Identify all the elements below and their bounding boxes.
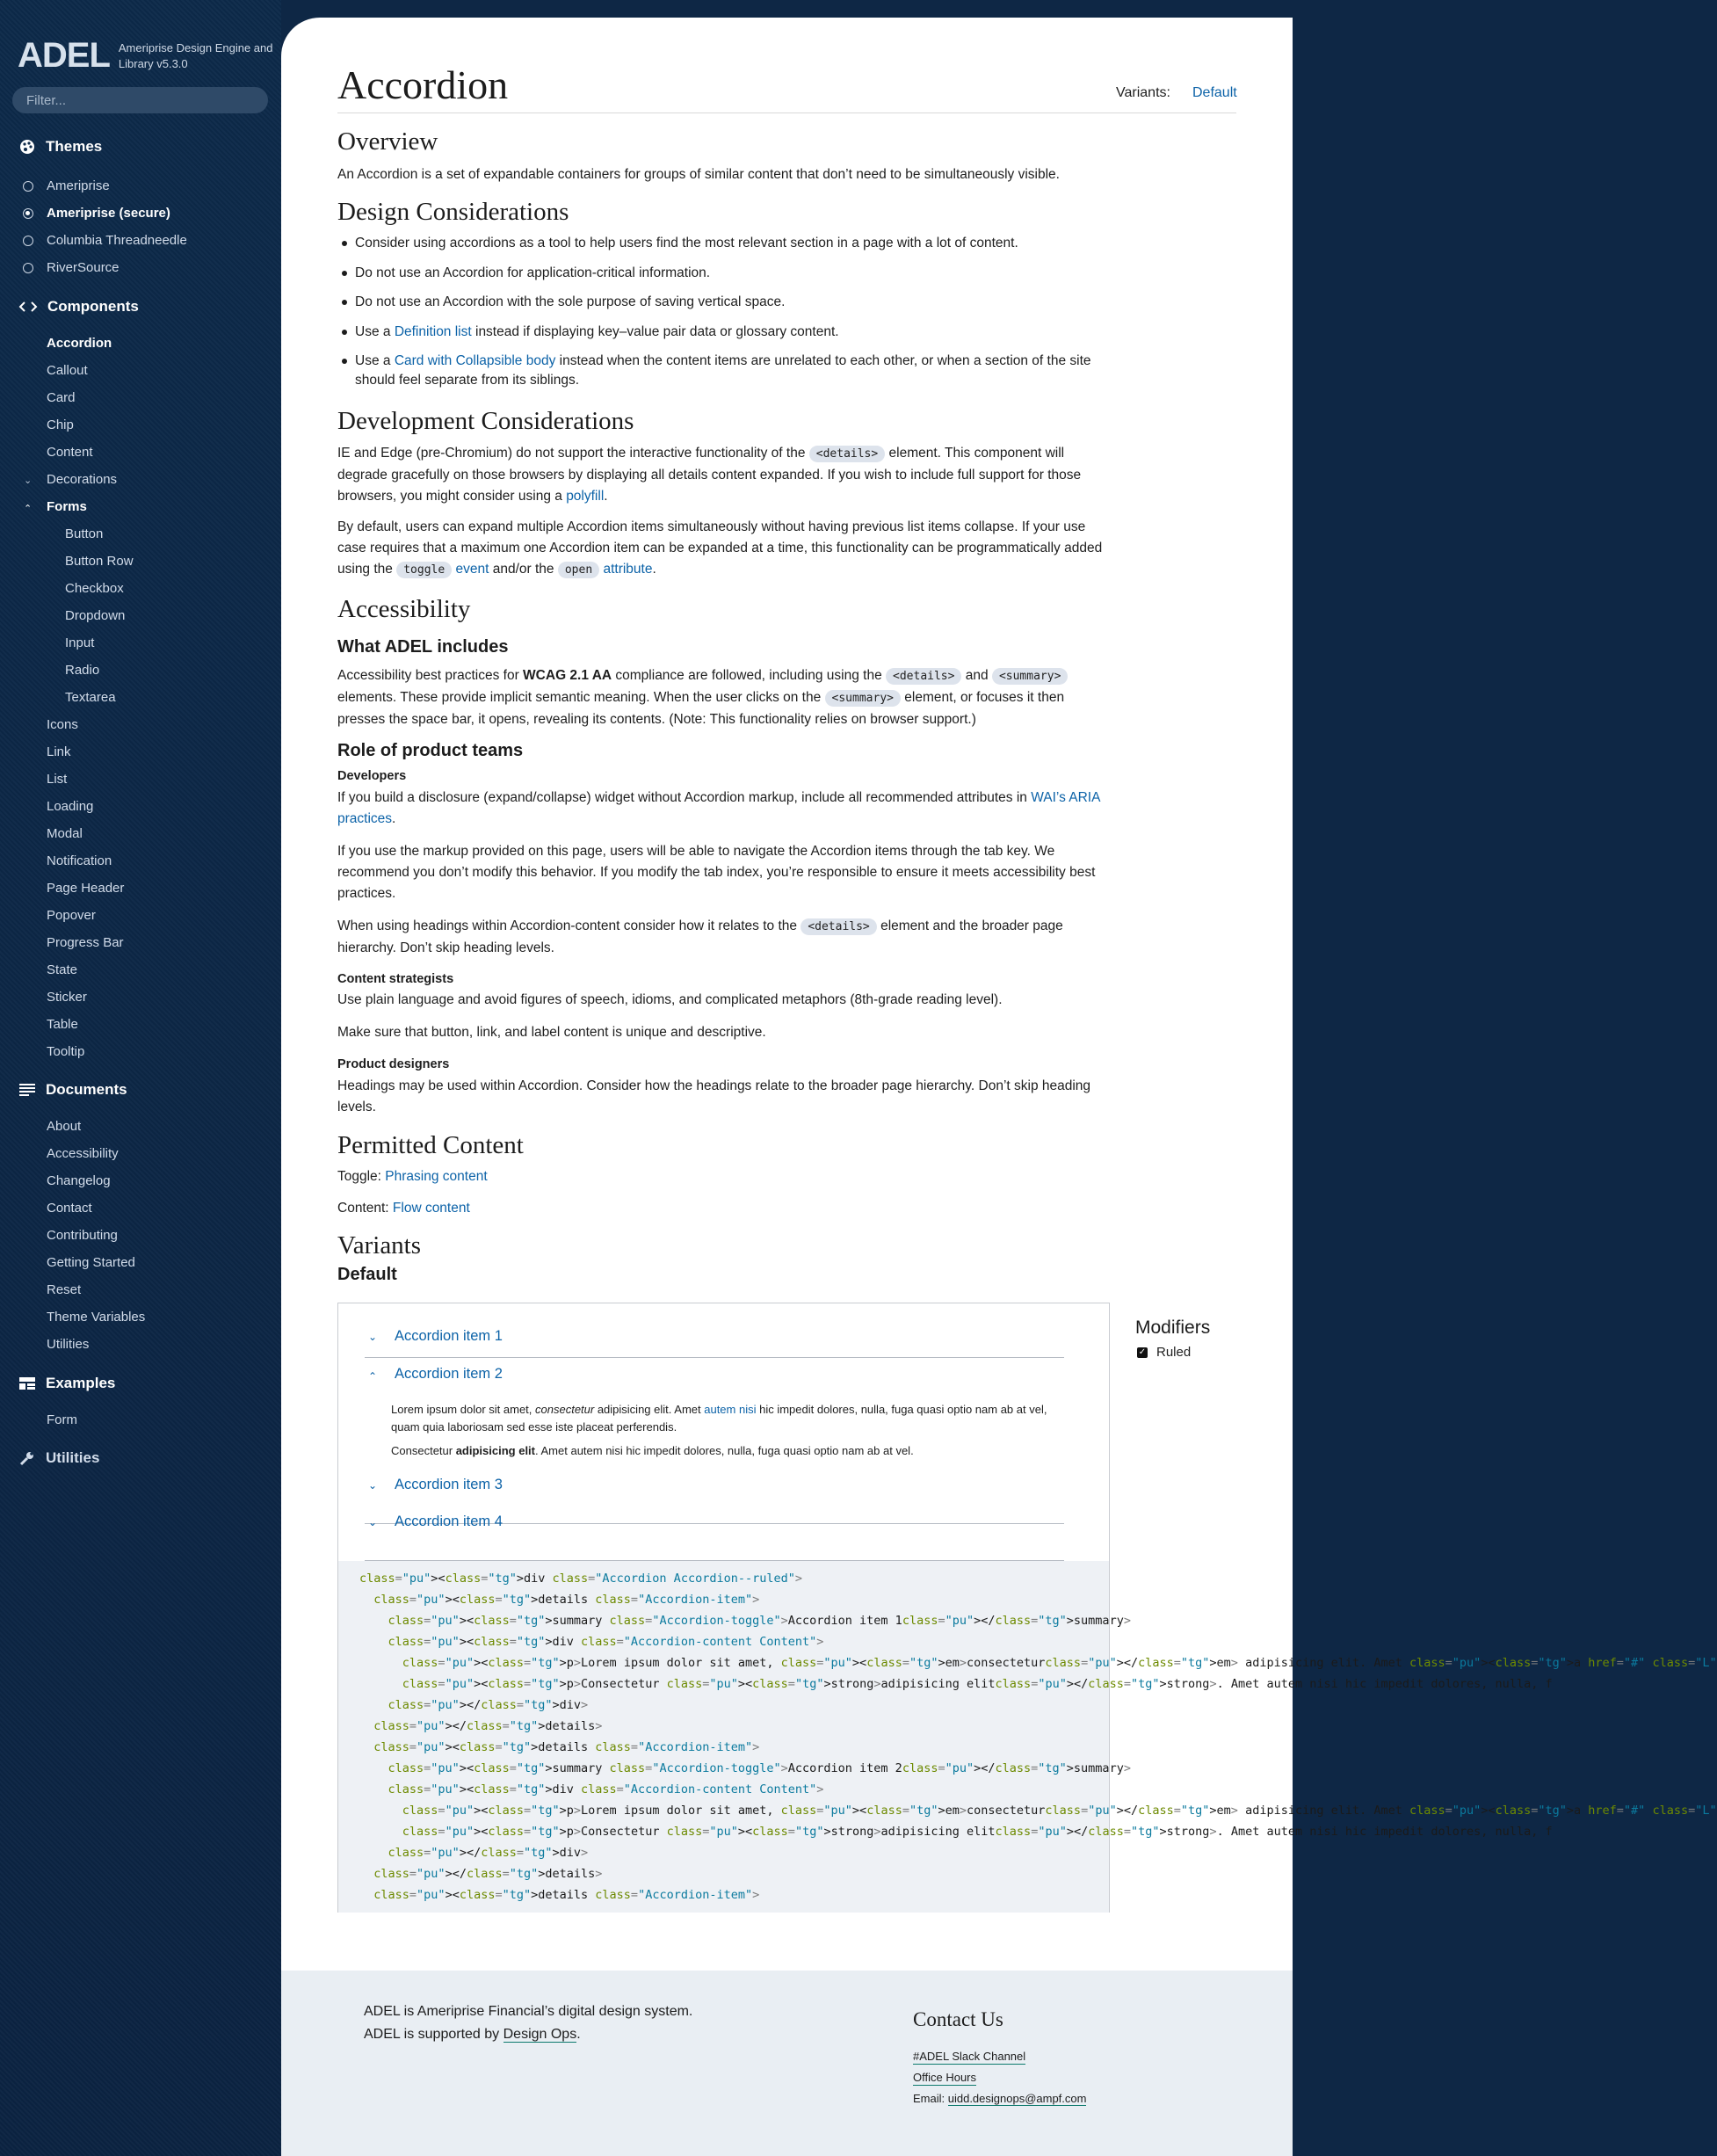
accordion-toggle-4[interactable]: ⌄ Accordion item 4: [368, 1514, 503, 1529]
nav-chip[interactable]: Chip: [47, 417, 74, 432]
autem-nisi-link[interactable]: autem nisi: [704, 1403, 757, 1416]
development-paragraph-2: By default, users can expand multiple Accordion items simultaneously without having previous list items collapse. If your use case requires that a maximum one Accordion item can be expanded at a time, this functionality can be programmatically added using the toggle event and/or the open attribute.: [337, 519, 1103, 577]
code-line: class="pu"><class="tg">div class="Accordion-content Content">: [388, 1635, 824, 1649]
developers-paragraph-1: If you build a disclosure (expand/collapse) widget without Accordion markup, include all recommended attributes in WAI’s ARIA practices.: [337, 790, 1100, 826]
code-line: class="pu"><class="tg">summary class="Accordion-toggle">Accordion item 2class="pu"></class="tg">summary>: [388, 1761, 1131, 1775]
office-hours-link[interactable]: Office Hours: [913, 2071, 977, 2084]
nav-dropdown[interactable]: Dropdown: [65, 608, 126, 623]
overview-text: An Accordion is a set of expandable containers for groups of similar content that don’t need to be simultaneously visible.: [337, 167, 1060, 182]
overview-heading: Overview: [337, 127, 438, 156]
code-line: class="pu"></class="tg">div>: [388, 1698, 589, 1712]
adel-logo: ADEL: [18, 36, 110, 75]
nav-about[interactable]: About: [47, 1119, 82, 1134]
nav-loading[interactable]: Loading: [47, 799, 94, 814]
contact-us-title: Contact Us: [913, 2008, 1003, 2030]
nav-textarea[interactable]: Textarea: [65, 690, 116, 705]
checkbox-checked-icon: ✓: [1138, 1347, 1147, 1357]
document-lines-icon: [19, 1083, 35, 1097]
documents-label: Documents: [46, 1081, 127, 1098]
permitted-content-heading: Permitted Content: [337, 1131, 524, 1159]
nav-utilities-doc[interactable]: Utilities: [47, 1337, 90, 1352]
radio-selected-icon: [23, 208, 33, 219]
polyfill-link[interactable]: polyfill: [566, 489, 605, 504]
modifiers-title: Modifiers: [1135, 1318, 1211, 1338]
layout-grid-icon: [19, 1376, 35, 1390]
nav-page-header[interactable]: Page Header: [47, 881, 125, 896]
nav-changelog[interactable]: Changelog: [47, 1173, 111, 1188]
nav-accordion[interactable]: Accordion: [47, 336, 112, 351]
nav-decorations[interactable]: Decorations: [47, 472, 118, 487]
definition-list-link[interactable]: Definition list: [394, 324, 472, 339]
nav-content[interactable]: Content: [47, 445, 93, 460]
nav-table[interactable]: Table: [47, 1017, 78, 1032]
nav-state[interactable]: State: [47, 962, 78, 977]
card-collapsible-link[interactable]: Card with Collapsible body: [394, 353, 556, 368]
content-strategists-paragraph-1: Use plain language and avoid figures of speech, idioms, and complicated metaphors (8th-grade reading level).: [337, 992, 1003, 1007]
nav-link[interactable]: Link: [47, 744, 71, 759]
nav-radio[interactable]: Radio: [65, 663, 100, 678]
nav-input[interactable]: Input: [65, 635, 95, 650]
product-designers-paragraph: Headings may be used within Accordion. Consider how the headings relate to the broader page hierarchy. Don’t skip heading levels.: [337, 1078, 1091, 1114]
sidebar: [0, 0, 281, 2156]
variants-label: Variants:: [1116, 85, 1170, 100]
wrench-icon: [19, 1450, 35, 1466]
nav-callout[interactable]: Callout: [47, 363, 88, 378]
design-bullet-3: Do not use an Accordion with the sole purpose of saving vertical space.: [337, 293, 1111, 312]
brand-subtitle: Ameriprise Design Engine and Library v5.3.0: [118, 41, 273, 70]
code-sample[interactable]: [338, 1561, 1717, 1913]
development-heading: Development Considerations: [337, 407, 634, 435]
radio-icon: [23, 236, 33, 246]
variants-heading: Variants: [337, 1231, 422, 1259]
accordion-content-paragraph-1: Lorem ipsum dolor sit amet, consectetur adipisicing elit. Amet autem nisi hic impedit dolores, nulla, fuga quasi optio nam ab at vel, quam quia laboriosam sed esse iste placeat perferendis.: [391, 1403, 1047, 1434]
code-line: class="pu"><class="tg">p>Lorem ipsum dolor sit amet, class="pu"><class="tg">em>consecteturclass="pu"></class="tg">em> adipisicing elit. Amet class="pu"><class="tg">a href="#" class="L": [402, 1804, 1717, 1818]
nav-reset[interactable]: Reset: [47, 1282, 82, 1297]
theme-columbia-threadneedle[interactable]: Columbia Threadneedle: [23, 233, 187, 248]
development-paragraph-1: IE and Edge (pre-Chromium) do not support the interactive functionality of the <details> element. This component will degrade gracefully on those browsers by displaying all details content expanded. If you wish to include full support for those browsers, you might consider using a polyfill.: [337, 446, 1082, 504]
theme-ameriprise-secure[interactable]: Ameriprise (secure): [23, 206, 170, 221]
nav-theme-variables[interactable]: Theme Variables: [47, 1310, 146, 1325]
footer-line-1: ADEL is Ameriprise Financial’s digital design system.: [364, 2004, 693, 2019]
chevron-up-icon[interactable]: ⌃: [24, 504, 33, 514]
nav-getting-started[interactable]: Getting Started: [47, 1255, 135, 1270]
chevron-down-icon: ⌄: [368, 1478, 378, 1492]
chevron-down-icon: ⌄: [368, 1515, 378, 1528]
toggle-code: toggle: [396, 562, 452, 578]
examples-label: Examples: [46, 1375, 116, 1391]
nav-card[interactable]: Card: [47, 390, 76, 405]
footer-line-2: ADEL is supported by Design Ops.: [364, 2027, 581, 2042]
content-strategists-label: Content strategists: [337, 972, 454, 986]
documents-section-header: [19, 1081, 127, 1099]
nav-accessibility[interactable]: Accessibility: [47, 1146, 119, 1161]
attribute-link[interactable]: attribute: [603, 562, 653, 577]
nav-tooltip[interactable]: Tooltip: [47, 1044, 85, 1059]
chevron-down-icon[interactable]: ⌄: [24, 475, 33, 486]
nav-modal[interactable]: Modal: [47, 826, 83, 841]
nav-popover[interactable]: Popover: [47, 908, 96, 923]
examples-section-header: [19, 1375, 115, 1392]
nav-contributing[interactable]: Contributing: [47, 1228, 118, 1243]
main-content: [281, 18, 1717, 2156]
accordion-toggle-1[interactable]: ⌄ Accordion item 1: [368, 1328, 503, 1344]
accordion-content-paragraph-2: Consectetur adipisicing elit. Amet autem nisi hic impedit dolores, nulla, fuga quasi optio nam ab at vel.: [391, 1444, 914, 1457]
developers-label: Developers: [337, 769, 407, 783]
accessibility-heading: Accessibility: [337, 595, 471, 623]
nav-form-example[interactable]: Form: [47, 1412, 77, 1427]
code-line: class="pu"><class="tg">p>Consectetur class="pu"><class="tg">strong>adipisicing elitclass="pu"></class="tg">strong>. Amet autem nisi hic impedit dolores, nulla, f: [402, 1677, 1553, 1691]
components-label: Components: [47, 298, 139, 315]
themes-section-header: [19, 138, 102, 156]
content-strategists-paragraph-2: Make sure that button, link, and label content is unique and descriptive.: [337, 1025, 766, 1040]
code-line: class="pu"><class="tg">details class="Accordion-item">: [373, 1593, 760, 1607]
modifier-ruled-checkbox[interactable]: ✓ Ruled: [1138, 1345, 1192, 1360]
nav-button[interactable]: Button: [65, 526, 104, 541]
developers-paragraph-2: If you use the markup provided on this page, users will be able to navigate the Accordion items through the tab key. We recommend you don’t modify this behavior. If you modify the tab index, you’re responsible to ensure it meets accessibility best practices.: [337, 844, 1096, 901]
nav-notification[interactable]: Notification: [47, 853, 112, 868]
nav-list[interactable]: List: [47, 772, 68, 787]
email-link[interactable]: uidd.designops@ampf.com: [947, 2092, 1087, 2105]
accordion-item-2: [365, 1358, 1064, 1524]
nav-checkbox[interactable]: Checkbox: [65, 581, 124, 596]
page-title: Accordion: [337, 62, 509, 107]
permitted-content: Content: Flow content: [337, 1201, 470, 1216]
role-of-product-teams-heading: Role of product teams: [337, 741, 524, 760]
what-adel-includes-heading: What ADEL includes: [337, 637, 509, 657]
design-bullet-5: Use a Card with Collapsible body instead when the content items are unrelated to each other, or when a section of the site should feel separate from its siblings.: [337, 352, 1128, 390]
flow-content-link[interactable]: Flow content: [392, 1201, 470, 1216]
accordion-toggle-2[interactable]: ⌃ Accordion item 2: [368, 1365, 503, 1383]
nav-button-row[interactable]: Button Row: [65, 554, 134, 569]
code-line: class="pu"><class="tg">div class="Accordion-content Content">: [388, 1782, 824, 1797]
code-line: class="pu"><class="tg">details class="Accordion-item">: [373, 1740, 760, 1754]
permitted-toggle: Toggle: Phrasing content: [337, 1169, 488, 1184]
nav-sticker[interactable]: Sticker: [47, 990, 87, 1005]
brand[interactable]: [18, 36, 277, 75]
code-line: class="pu"><class="tg">details class="Accordion-item">: [373, 1888, 760, 1902]
themes-label: Themes: [46, 138, 103, 155]
nav-icons[interactable]: Icons: [47, 717, 78, 732]
code-line: class="pu"><class="tg">p>Lorem ipsum dolor sit amet, class="pu"><class="tg">em>consecteturclass="pu"></class="tg">em> adipisicing elit. Amet class="pu"><class="tg">a href="#" class="L": [402, 1656, 1717, 1670]
design-heading: Design Considerations: [337, 198, 569, 226]
open-code: open: [558, 562, 599, 578]
footer: [281, 1971, 1293, 2156]
components-section-header: [19, 298, 139, 316]
chevron-down-icon: ⌄: [368, 1330, 378, 1343]
details-code: <details>: [809, 446, 885, 462]
nav-progress-bar[interactable]: Progress Bar: [47, 935, 124, 950]
theme-ameriprise[interactable]: Ameriprise: [23, 178, 110, 193]
developers-paragraph-3: When using headings within Accordion-content consider how it relates to the <details> element and the broader page hierarchy. Don’t skip heading levels.: [337, 918, 1063, 955]
code-line: class="pu"></class="tg">div>: [388, 1846, 589, 1860]
variants-default-link[interactable]: Default: [1192, 85, 1237, 100]
code-line: class="pu"></class="tg">details>: [373, 1719, 603, 1733]
email-line: Email: uidd.designops@ampf.com: [913, 2092, 1087, 2105]
utilities-label: Utilities: [46, 1449, 100, 1466]
code-line: class="pu"><class="tg">div class="Accordion Accordion--ruled">: [359, 1572, 802, 1586]
nav-forms[interactable]: Forms: [47, 499, 87, 514]
code-line: class="pu"></class="tg">details>: [373, 1867, 603, 1881]
accordion-toggle-3[interactable]: ⌄ Accordion item 3: [368, 1477, 503, 1492]
code-icon: [19, 300, 37, 314]
theme-riversource[interactable]: RiverSource: [23, 260, 120, 275]
variant-default-heading: Default: [337, 1265, 397, 1284]
code-line: class="pu"><class="tg">summary class="Accordion-toggle">Accordion item 1class="pu"></class="tg">summary>: [388, 1614, 1131, 1628]
palette-icon: [19, 139, 35, 155]
phrasing-content-link[interactable]: Phrasing content: [385, 1169, 488, 1184]
design-bullet-2: Do not use an Accordion for application-critical information.: [337, 264, 1111, 283]
code-line: class="pu"><class="tg">p>Consectetur class="pu"><class="tg">strong>adipisicing elitclass="pu"></class="tg">strong>. Amet autem nisi hic impedit dolores, nulla, f: [402, 1825, 1553, 1839]
slack-channel-link[interactable]: #ADEL Slack Channel: [913, 2050, 1026, 2063]
design-ops-link[interactable]: Design Ops: [503, 2027, 577, 2042]
product-designers-label: Product designers: [337, 1057, 450, 1071]
nav-contact[interactable]: Contact: [47, 1201, 92, 1216]
filter-input[interactable]: [12, 87, 268, 113]
chevron-up-icon: ⌃: [368, 1370, 378, 1383]
utilities-section-header[interactable]: [19, 1449, 99, 1467]
accessibility-paragraph: Accessibility best practices for WCAG 2.1 AA compliance are followed, including using the <details> and <summary> elements. These provide implicit semantic meaning. When the user clicks on the <summary> element, or focuses it then presses the space bar, it opens, revealing its contents. (Note: This functionality relies on browser support.): [337, 665, 1111, 730]
wai-aria-link[interactable]: WAI’s ARIA practices: [337, 790, 1100, 826]
design-bullet-1: Consider using accordions as a tool to help users find the most relevant section in a page with a lot of content.: [337, 234, 1111, 253]
radio-icon: [23, 263, 33, 273]
event-link[interactable]: event: [455, 562, 489, 577]
radio-icon: [23, 181, 33, 192]
design-bullet-4: Use a Definition list instead if displaying key–value pair data or glossary content.: [337, 323, 1111, 342]
